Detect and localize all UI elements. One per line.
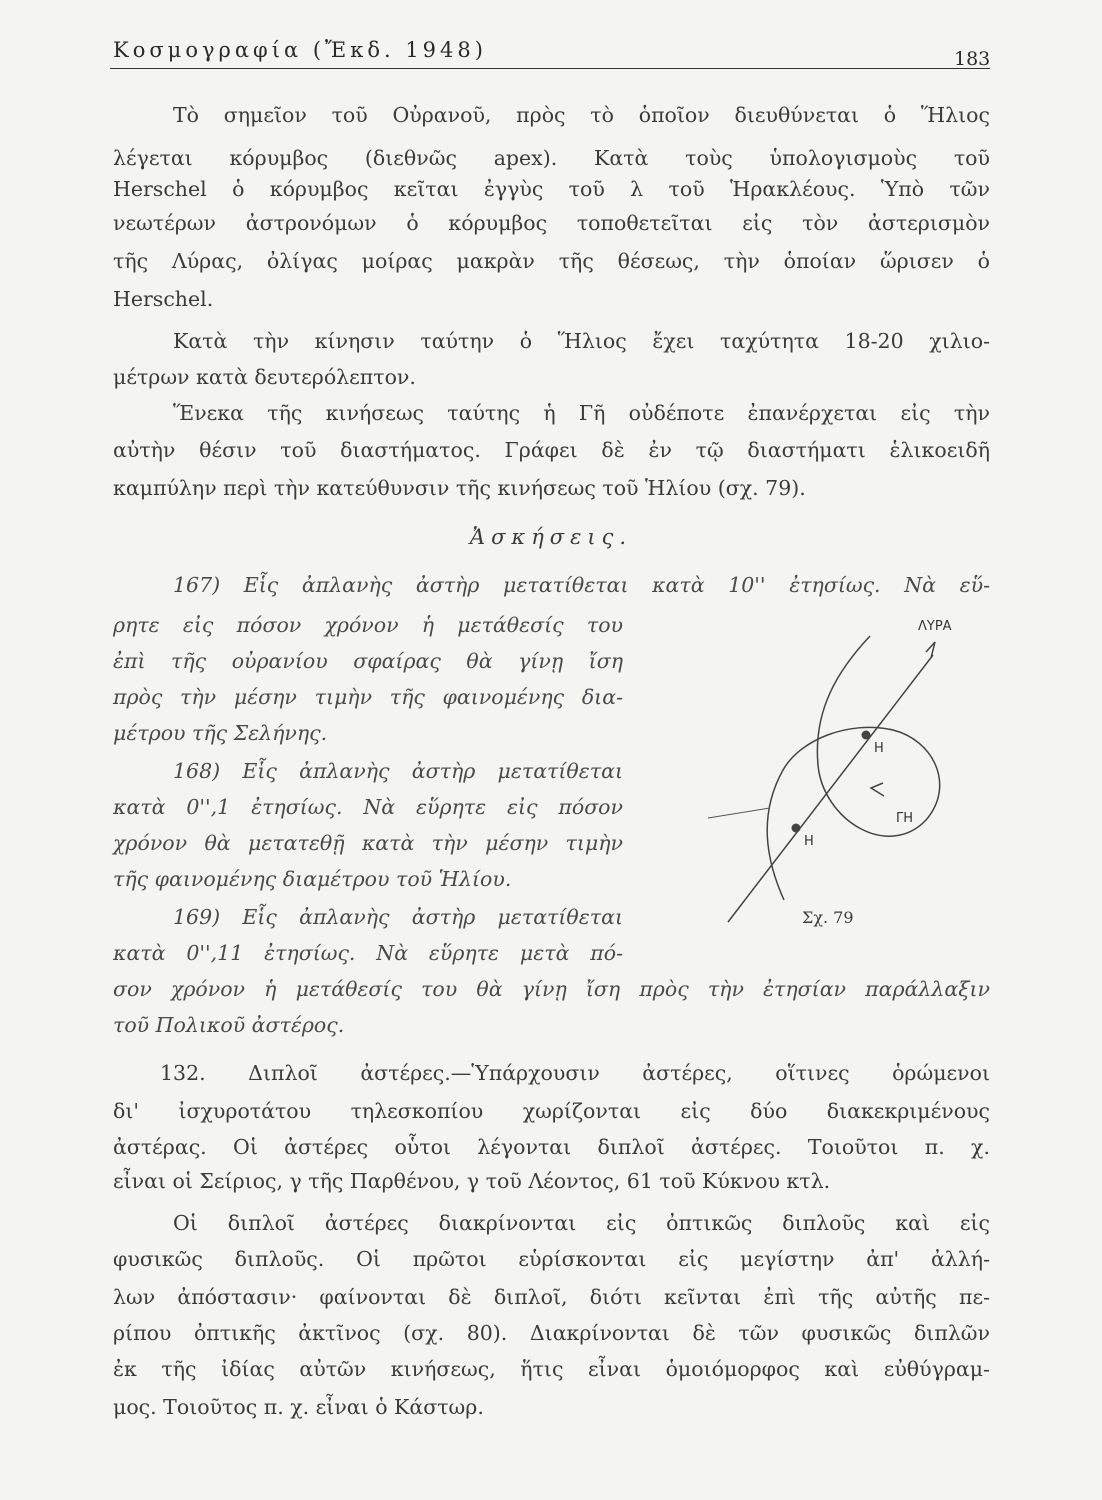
- figure-label-sun-upper: Η: [874, 741, 884, 756]
- text-line: Τὸ σημεῖον τοῦ Οὐρανοῦ, πρὸς τὸ ὁποῖον διευθύνεται ὁ Ἥλιος: [173, 103, 990, 127]
- section-line: εἶναι οἱ Σείριος, γ τῆς Παρθένου, γ τοῦ Λέοντος, 61 τοῦ Κύκνου κτλ.: [113, 1169, 831, 1193]
- direction-arrowhead: [926, 642, 935, 658]
- text-line: ρίπου ὀπτικῆς ἀκτῖνος (σχ. 80). Διακρίνονται δὲ τῶν φυσικῶς διπλῶν: [113, 1321, 990, 1345]
- text-line: αὐτὴν θέσιν τοῦ διαστήματος. Γράφει δὲ ἐν τῷ διαστήματι ἑλικοειδῆ: [113, 438, 990, 462]
- section-line: ἀστέρας. Οἱ ἀστέρες οὗτοι λέγονται διπλοῖ ἀστέρες. Τοιοῦτοι π. χ.: [113, 1135, 990, 1159]
- exercise-line: τῆς φαινομένης διαμέτρου τοῦ Ἡλίου.: [113, 867, 512, 891]
- earth-helix-curve: [767, 636, 939, 900]
- header-rule: [110, 68, 990, 69]
- dash-mark: [708, 808, 770, 818]
- exercise-line: ἐπὶ τῆς οὐρανίου σφαίρας θὰ γίνῃ ἴση: [113, 649, 623, 673]
- text-line: Κατὰ τὴν κίνησιν ταύτην ὁ Ἥλιος ἔχει ταχύτητα 18-20 χιλιο-: [173, 329, 990, 353]
- figure-caption: Σχ. 79: [802, 908, 854, 927]
- exercise-line: κατὰ 0'',1 ἐτησίως. Νὰ εὕρητε εἰς πόσον: [113, 795, 623, 819]
- text-line: Ἕνεκα τῆς κινήσεως ταύτης ἡ Γῆ οὐδέποτε ἐπανέρχεται εἰς τὴν: [173, 401, 990, 425]
- text-line: νεωτέρων ἀστρονόμων ὁ κόρυμβος τοποθετεῖται εἰς τὸν ἀστερισμὸν: [113, 211, 990, 235]
- exercise-line: τοῦ Πολικοῦ ἀστέρος.: [113, 1013, 345, 1037]
- text-line: Οἱ διπλοῖ ἀστέρες διακρίνονται εἰς ὀπτικῶς διπλοῦς καὶ εἰς: [173, 1211, 990, 1235]
- section-line: 132. Διπλοῖ ἀστέρες.—Ὑπάρχουσιν ἀστέρες, οἵτινες ὁρώμενοι: [160, 1061, 990, 1085]
- figure-label-lyra: ΛΥΡΑ: [918, 619, 952, 634]
- exercise-line: 168) Εἷς ἀπλανὴς ἀστὴρ μετατίθεται: [173, 759, 623, 783]
- exercise-line: σον χρόνον ἡ μετάθεσίς του θὰ γίνῃ ἴση πρὸς τὴν ἐτησίαν παράλλαξιν: [113, 977, 990, 1001]
- sun-point-upper: [862, 731, 871, 740]
- sun-point-lower: [792, 824, 801, 833]
- exercise-line: πρὸς τὴν μέσην τιμὴν τῆς φαινομένης δια-: [113, 685, 623, 709]
- text-line: φυσικῶς διπλοῦς. Οἱ πρῶτοι εὑρίσκονται εἰς μεγίστην ἀπ' ἀλλή-: [113, 1247, 990, 1271]
- text-line: Herschel.: [113, 287, 214, 311]
- figure-label-sun-lower: Η: [804, 834, 814, 849]
- text-line: μος. Τοιοῦτος π. χ. εἶναι ὁ Κάστωρ.: [113, 1395, 484, 1419]
- figure-label-earth: ΓΗ: [896, 811, 914, 826]
- sun-motion-axis: [728, 655, 933, 922]
- text-line: μέτρων κατὰ δευτερόλεπτον.: [113, 365, 416, 389]
- text-line: ἐκ τῆς ἰδίας αὐτῶν κινήσεως, ἥτις εἶναι ὁμοιόμορφος καὶ εὐθύγραμ-: [113, 1357, 990, 1381]
- exercise-line: μέτρου τῆς Σελήνης.: [113, 721, 328, 745]
- figure-79-helix-diagram: [688, 600, 1008, 940]
- running-title: Κοσμογραφία (Ἔκδ. 1948): [113, 38, 487, 62]
- page-number: 183: [954, 48, 991, 70]
- exercise-line: 167) Εἷς ἀπλανὴς ἀστὴρ μετατίθεται κατὰ 10'' ἐτησίως. Νὰ εὕ-: [173, 573, 990, 597]
- earth-motion-arrow: [871, 783, 884, 796]
- exercises-heading: Ἀσκήσεις.: [469, 525, 633, 549]
- text-line: καμπύλην περὶ τὴν κατεύθυνσιν τῆς κινήσεως τοῦ Ἡλίου (σχ. 79).: [113, 476, 806, 500]
- text-line: λέγεται κόρυμβος (διεθνῶς apex). Κατὰ τοὺς ὑπολογισμοὺς τοῦ: [113, 146, 990, 170]
- text-line: τῆς Λύρας, ὀλίγας μοίρας μακρὰν τῆς θέσεως, τὴν ὁποίαν ὥρισεν ὁ: [113, 249, 990, 273]
- text-line: Herschel ὁ κόρυμβος κεῖται ἐγγὺς τοῦ λ τοῦ Ἡρακλέους. Ὑπὸ τῶν: [113, 177, 990, 201]
- exercise-line: ρητε εἰς πόσον χρόνον ἡ μετάθεσίς του: [113, 613, 623, 637]
- exercise-line: 169) Εἷς ἀπλανὴς ἀστὴρ μετατίθεται: [173, 905, 623, 929]
- exercise-line: χρόνον θὰ μετατεθῇ κατὰ τὴν μέσην τιμὴν: [113, 831, 623, 855]
- text-line: λων ἀπόστασιν· φαίνονται δὲ διπλοῖ, διότι κεῖνται ἐπὶ τῆς αὐτῆς πε-: [113, 1285, 990, 1309]
- exercise-line: κατὰ 0'',11 ἐτησίως. Νὰ εὕρητε μετὰ πό-: [113, 941, 623, 965]
- section-line: δι' ἰσχυροτάτου τηλεσκοπίου χωρίζονται εἰς δύο διακεκριμένους: [113, 1099, 990, 1123]
